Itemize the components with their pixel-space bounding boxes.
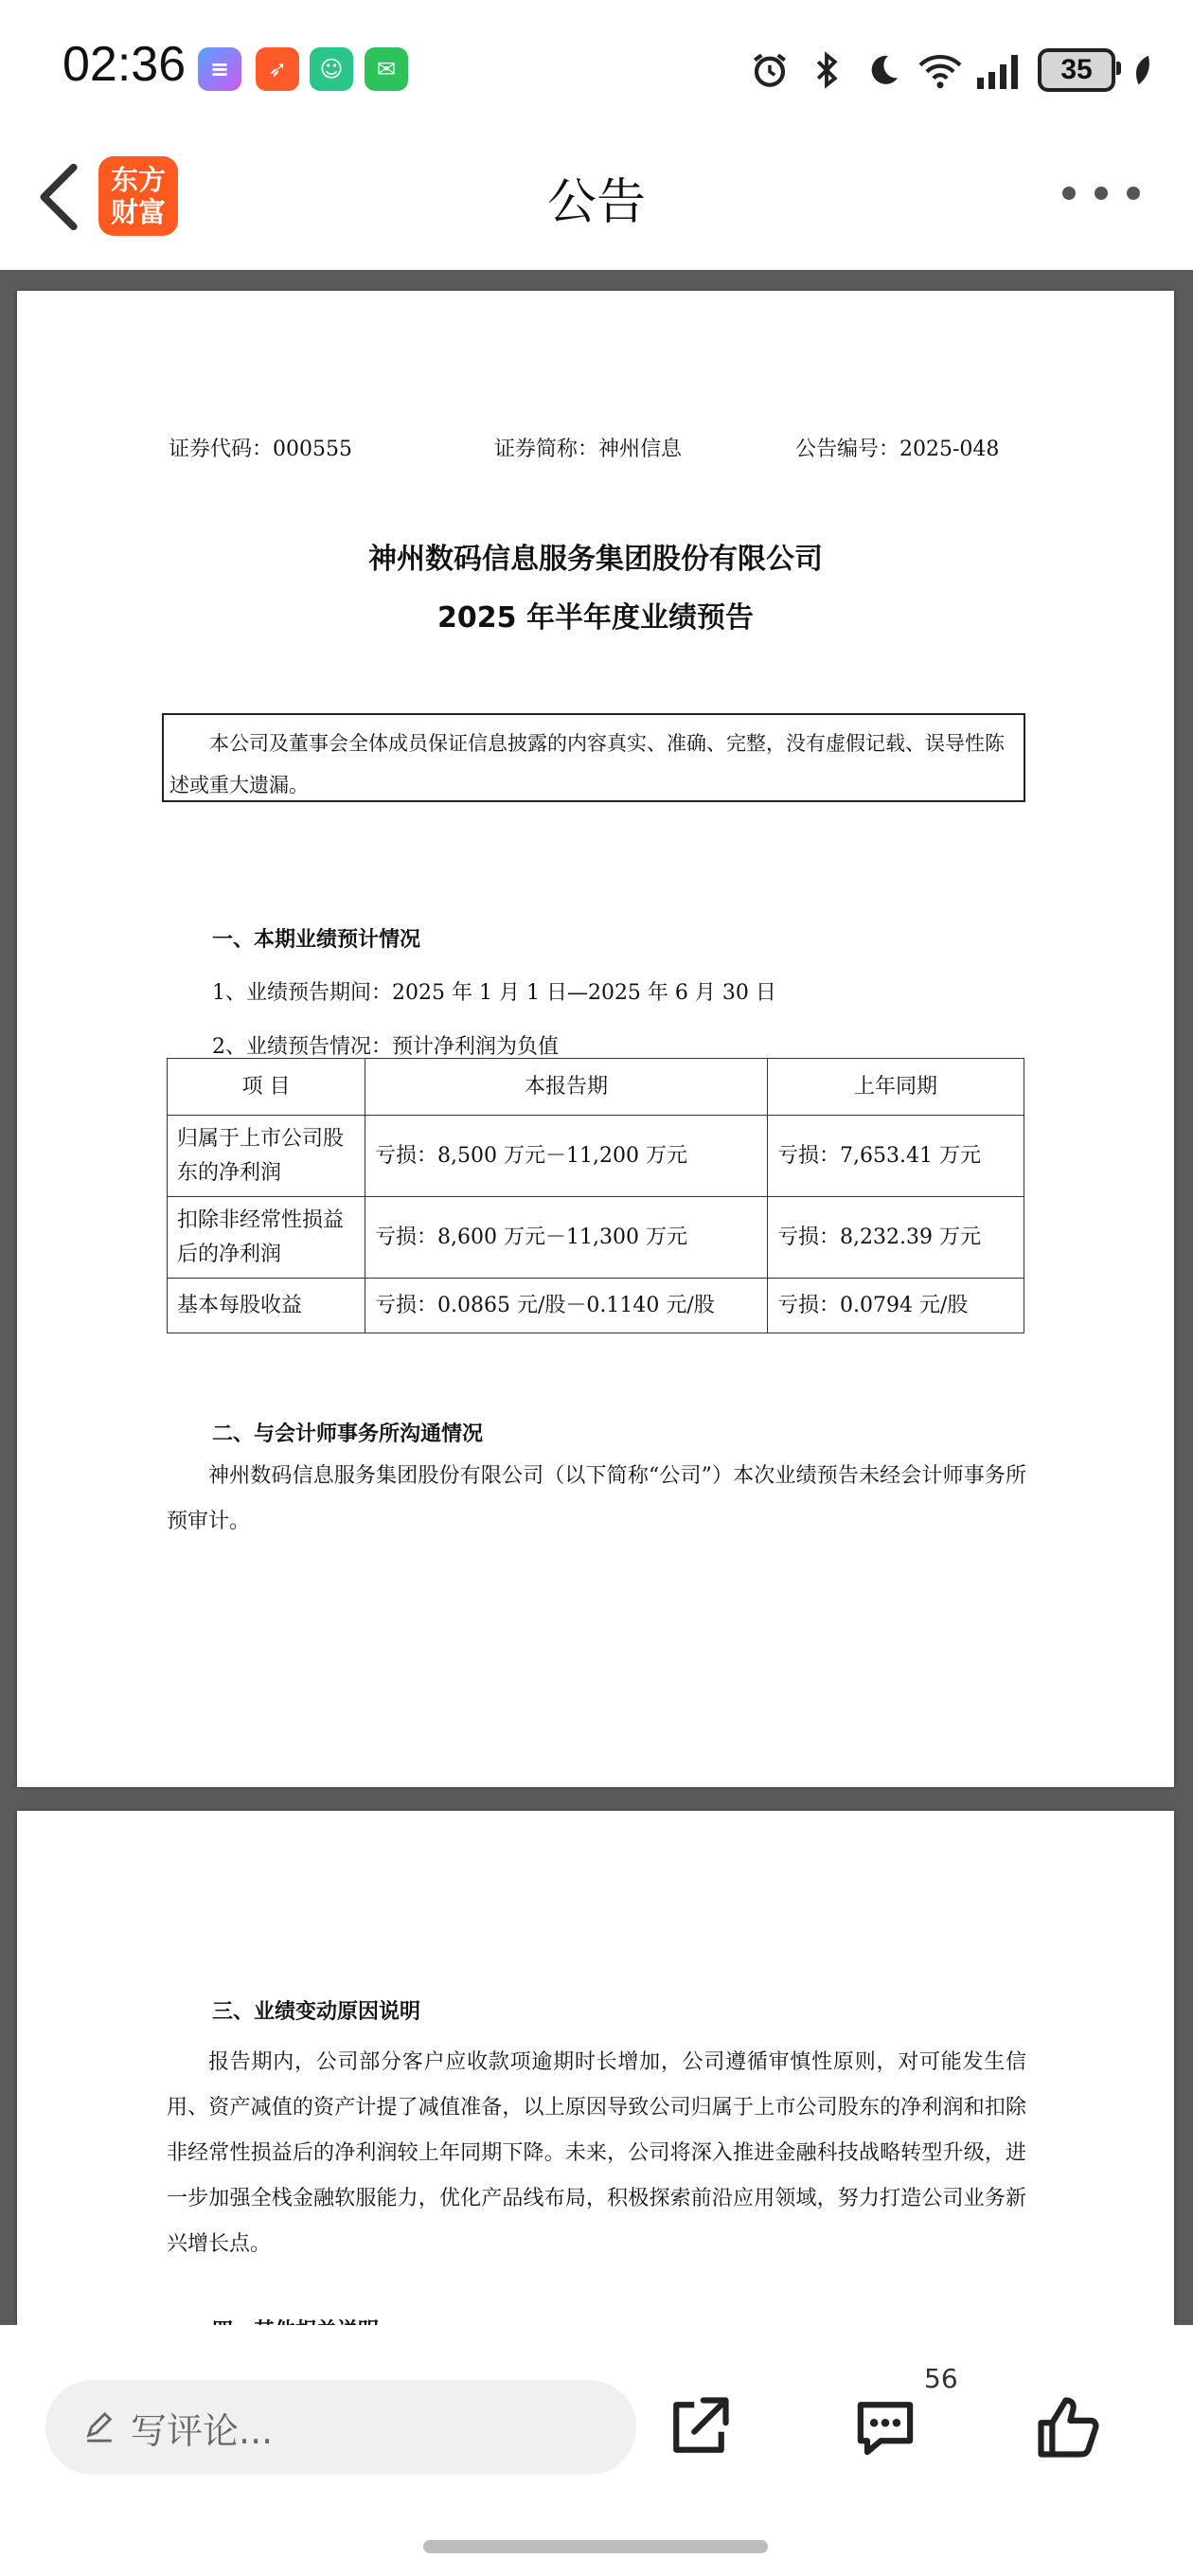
app-icon-3: ☺ (310, 47, 353, 91)
table-cell: 亏损：0.0865 元/股－0.1140 元/股 (365, 1279, 768, 1333)
table-cell: 亏损：7,653.41 万元 (768, 1116, 1024, 1197)
table-cell: 亏损：8,600 万元－11,300 万元 (365, 1197, 768, 1279)
pdf-viewer[interactable] (0, 270, 1193, 2325)
home-indicator[interactable] (423, 2540, 768, 2553)
section-heading-1: 一、本期业绩预计情况 (212, 928, 421, 952)
comment-input[interactable] (45, 2380, 636, 2475)
page-title: 公告 (546, 174, 646, 231)
share-button[interactable] (663, 2391, 735, 2463)
meta-announcement-no: 公告编号：2025-048 (795, 438, 1000, 461)
battery-indicator: 35 (1038, 48, 1115, 92)
comment-count-badge: 56 (924, 2363, 958, 2394)
more-dot-icon (1062, 187, 1076, 200)
forecast-period: 1、业绩预告期间：2025 年 1 月 1 日—2025 年 6 月 30 日 (212, 981, 776, 1005)
table-header-cell: 上年同期 (768, 1059, 1024, 1116)
logo-line-2: 财富 (110, 196, 166, 228)
table-cell: 归属于上市公司股东的净利润 (168, 1116, 365, 1197)
leaf-icon (1129, 48, 1155, 92)
app-icon-1: ≡ (198, 47, 241, 91)
table-cell: 亏损：0.0794 元/股 (768, 1279, 1024, 1333)
clock: 02:36 (62, 37, 187, 92)
wifi-icon (918, 48, 962, 92)
doc-title-company: 神州数码信息服务集团股份有限公司 (368, 543, 823, 576)
app-icon-2: ➶ (256, 47, 299, 91)
table-cell: 基本每股收益 (168, 1279, 365, 1333)
table-cell: 扣除非经常性损益后的净利润 (168, 1197, 365, 1279)
meta-stock-code: 证券代码：000555 (169, 438, 352, 461)
more-options-button[interactable] (1062, 187, 1140, 200)
more-dot-icon (1095, 187, 1108, 200)
doc-title-report: 2025 年半年度业绩预告 (437, 601, 754, 635)
table-row (168, 1197, 1024, 1279)
performance-table (167, 1058, 1024, 1333)
section-heading-2: 二、与会计师事务所沟通情况 (212, 1422, 484, 1446)
share-icon (663, 2391, 735, 2463)
table-header-row (168, 1059, 1024, 1116)
bottom-action-bar (0, 2325, 1193, 2576)
signal-icon (975, 48, 1024, 92)
status-icons (748, 44, 1155, 97)
wechat-icon: ✉ (365, 47, 408, 91)
disclaimer-box: 本公司及董事会全体成员保证信息披露的内容真实、准确、完整，没有虚假记载、误导性陈述或重大遗漏。 (162, 713, 1025, 802)
comment-placeholder: 写评论... (131, 2409, 274, 2452)
section-heading-3: 三、业绩变动原因说明 (212, 2000, 421, 2024)
more-dot-icon (1127, 187, 1140, 200)
table-header-cell: 本报告期 (365, 1059, 768, 1116)
table-header-cell: 项 目 (168, 1059, 365, 1116)
nav-bar (0, 137, 1193, 270)
document-page-1 (17, 291, 1174, 1787)
pencil-icon (83, 2411, 116, 2443)
section-3-paragraph: 报告期内，公司部分客户应收款项逾期时长增加，公司遵循审慎性原则，对可能发生信用、资产减值的资产计提了减值准备，以上原因导致公司归属于上市公司股东的净利润和扣除非经常性损益后的净利润较上年同期下降。未来，公司将深入推进金融科技战略转型升级，进一步加强全栈金融软服能力，优化产品线布局，积极探索前沿应用领域，努力打造公司业务新兴增长点。 (167, 2050, 1026, 2256)
forecast-status: 2、业绩预告情况：预计净利润为负值 (212, 1035, 559, 1059)
meta-stock-short-name: 证券简称：神州信息 (494, 438, 683, 461)
table-row (168, 1279, 1024, 1333)
logo-line-1: 东方 (110, 164, 166, 196)
table-cell: 亏损：8,500 万元－11,200 万元 (365, 1116, 768, 1197)
comment-bubble-icon (849, 2391, 921, 2463)
comments-button[interactable] (849, 2391, 921, 2463)
section-2-paragraph: 神州数码信息服务集团股份有限公司（以下简称“公司”）本次业绩预告未经会计师事务所预审计。 (167, 1464, 1026, 1533)
bluetooth-icon (805, 48, 848, 92)
thumbs-up-icon (1032, 2391, 1104, 2463)
alarm-icon (748, 48, 792, 92)
moon-icon (862, 48, 905, 92)
table-cell: 亏损：8,232.39 万元 (768, 1197, 1024, 1279)
like-button[interactable] (1032, 2391, 1104, 2463)
status-bar (0, 0, 1193, 137)
table-row (168, 1116, 1024, 1197)
